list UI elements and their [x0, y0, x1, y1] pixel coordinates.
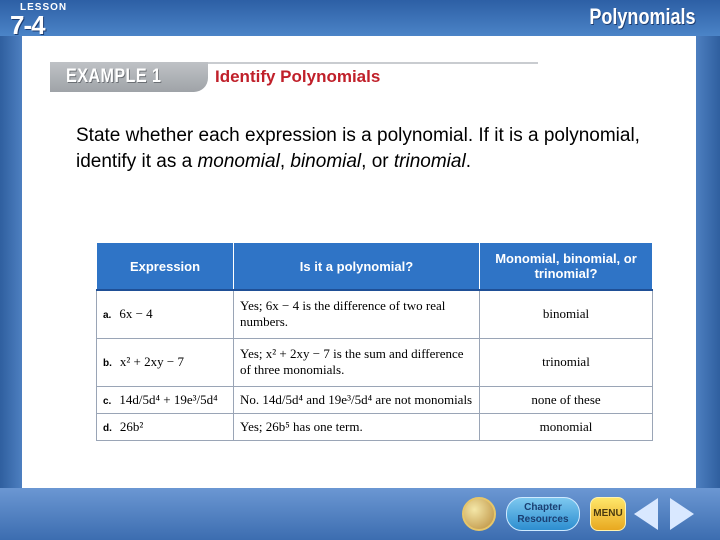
prompt-sep-1: , [279, 151, 291, 172]
example-divider [208, 62, 538, 64]
expression-cell [97, 290, 234, 338]
resources-globe-icon[interactable] [462, 497, 496, 531]
expression-cell [97, 413, 234, 440]
expression: 26b² [119, 418, 144, 434]
expression-cell [97, 338, 234, 386]
expression-cell [97, 386, 234, 413]
term-monomial: monomial [197, 151, 280, 172]
column-header-polynomial: Is it a polynomial? [234, 243, 480, 291]
example-title: Identify Polynomials [215, 67, 381, 86]
right-border [696, 36, 720, 540]
table-row [97, 413, 653, 440]
lesson-badge [6, 2, 68, 42]
column-header-type: Monomial, binomial, or trinomial? [480, 243, 653, 291]
example-tab [50, 62, 208, 92]
reason-cell: Yes; 6x − 4 is the difference of two real numbers. [234, 290, 480, 338]
reason-cell: No. 14d/5d⁴ and 19e³/5d⁴ are not monomials [234, 386, 480, 413]
table-row [97, 338, 653, 386]
row-label: a. [103, 310, 112, 322]
expression: 6x − 4 [119, 306, 153, 322]
answer-cell: none of these [480, 386, 653, 413]
reason-cell: Yes; 26b⁵ has one term. [234, 413, 480, 440]
problem-statement [76, 123, 676, 175]
prompt-text: State whether each expression is a polynomial. If it is a polynomial, identify it as a [76, 125, 640, 172]
previous-arrow-icon[interactable] [634, 498, 658, 530]
column-header-expression: Expression [97, 243, 234, 291]
term-trinomial: trinomial [393, 151, 466, 172]
example-label: EXAMPLE 1 [66, 66, 162, 87]
menu-button[interactable]: MENU [590, 497, 626, 531]
answer-table [96, 242, 653, 441]
table-row [97, 290, 653, 338]
chapter-resources-button[interactable] [506, 497, 580, 531]
row-label: b. [103, 358, 112, 370]
answer-cell: binomial [480, 290, 653, 338]
table-header-row [97, 243, 653, 291]
lesson-label: LESSON [20, 2, 68, 13]
prompt-end: . [465, 151, 471, 172]
term-binomial: binomial [290, 151, 362, 172]
lesson-number: 7-4 [10, 10, 45, 40]
chapter-resources-label: Chapter Resources [517, 502, 569, 525]
topic-title: Polynomials [589, 4, 696, 29]
expression: x² + 2xy − 7 [119, 354, 184, 370]
answer-cell: trinomial [480, 338, 653, 386]
row-label: c. [103, 395, 112, 407]
expression: 14d/5d⁴ + 19e³/5d⁴ [119, 391, 218, 407]
next-arrow-icon[interactable] [670, 498, 694, 530]
prompt-sep-2: , or [361, 151, 394, 172]
table-row [97, 386, 653, 413]
answer-cell: monomial [480, 413, 653, 440]
reason-cell: Yes; x² + 2xy − 7 is the sum and difference of three monomials. [234, 338, 480, 386]
row-label: d. [103, 422, 112, 434]
left-border [0, 36, 22, 540]
